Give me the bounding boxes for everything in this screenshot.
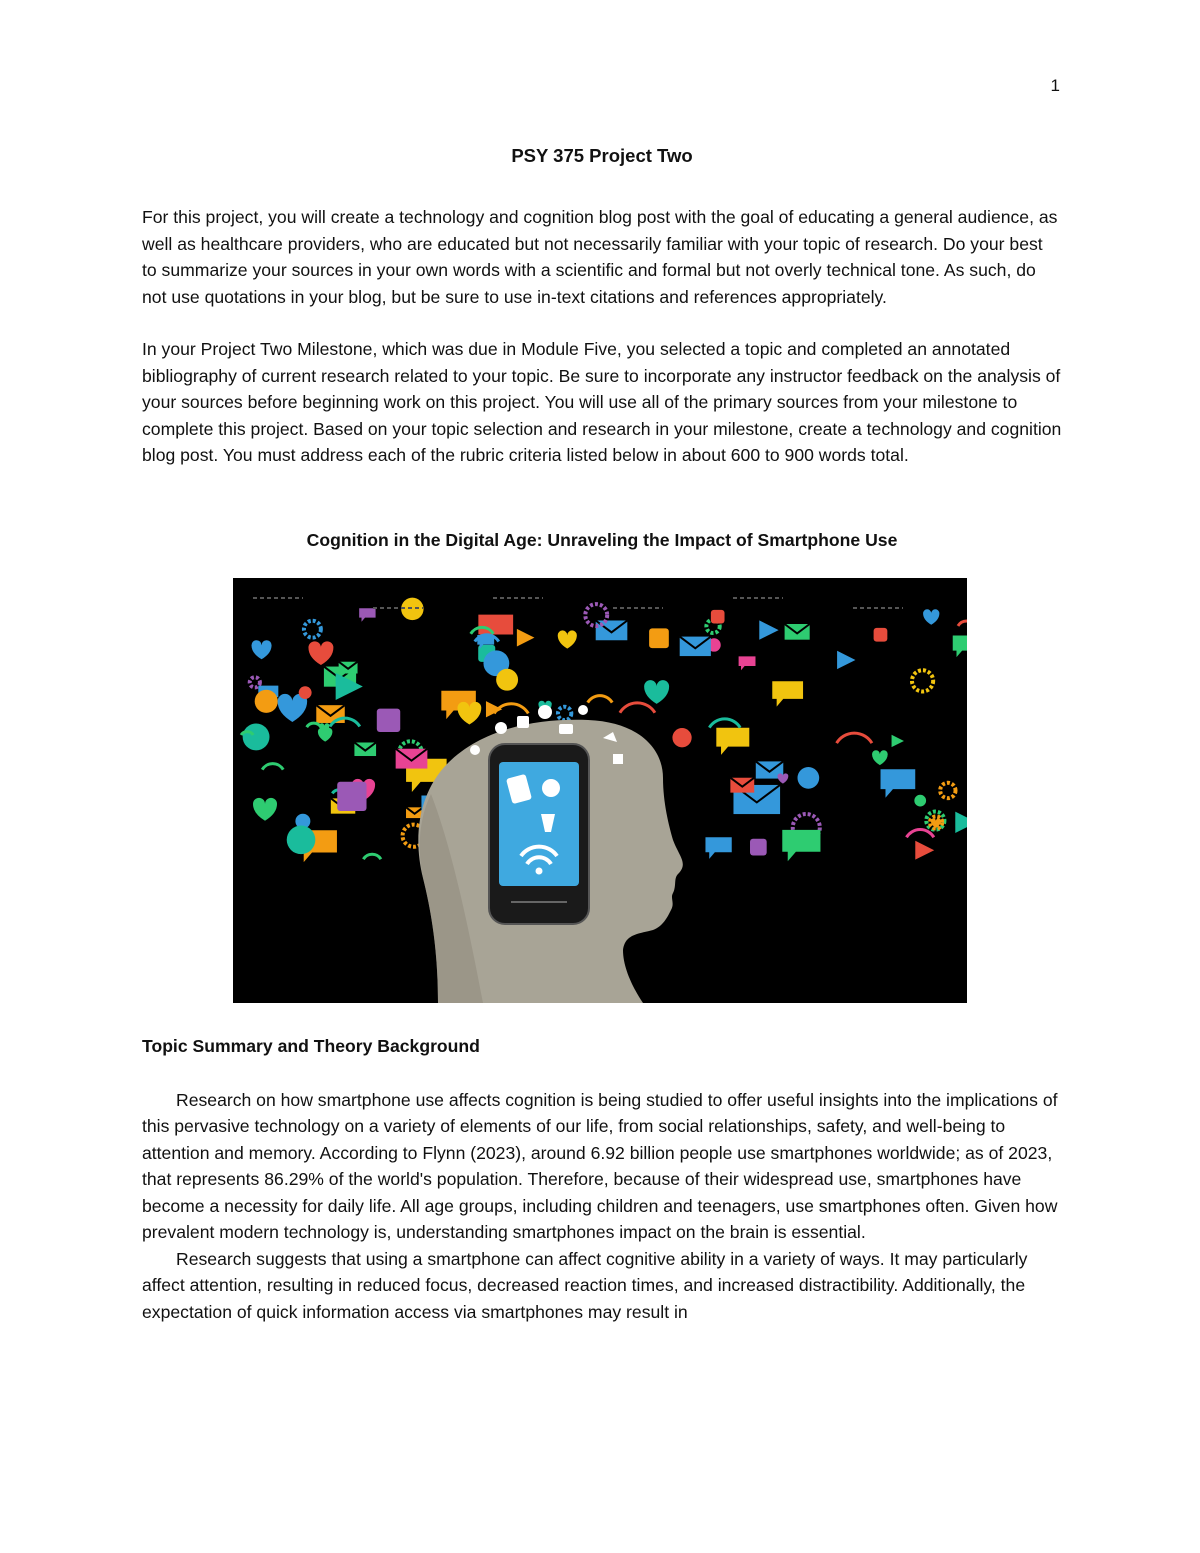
wifi-icon — [262, 763, 283, 769]
envelope-icon — [730, 777, 754, 792]
wifi-icon — [307, 723, 321, 727]
wifi-icon — [709, 718, 740, 727]
chat-bubble-icon — [772, 681, 803, 706]
envelope-icon — [680, 636, 711, 655]
play-icon — [892, 734, 904, 746]
app-icon — [874, 627, 888, 641]
wifi-icon — [620, 702, 655, 712]
blog-title: Cognition in the Digital Age: Unraveling the Impact of Smartphone Use — [306, 529, 898, 550]
play-icon — [955, 811, 967, 832]
globe-icon — [299, 686, 312, 699]
page-number: 1 — [1050, 76, 1060, 95]
globe-icon — [797, 767, 819, 789]
globe-icon — [496, 668, 518, 690]
play-icon — [759, 620, 778, 639]
gear-icon — [304, 620, 321, 637]
chat-bubble-icon — [739, 656, 756, 670]
blog-illustration — [233, 578, 967, 1003]
chat-bubble-icon — [359, 608, 375, 621]
globe-icon — [672, 728, 691, 747]
chat-bubble-icon — [881, 769, 916, 798]
chat-bubble-icon — [716, 727, 749, 754]
body-paragraph-1: Research on how smartphone use affects cognition is being studied to offer useful insights into the implications of this pervasive technology on a variety of elements of our life, from social relationships, safety, and well-being to attention and memory. According to Flynn (2023), around 6.92 billion people use smartphones worldwide; as of 2023, that represents 86.29% of the world's population. Therefore, because of their widespread use, smartphones have become a necessity for daily life. All age groups, including children and teenagers, use smartphones often. Given how prevalent modern technology is, understanding smartphones impact on the brain is essential. — [142, 1089, 1058, 1242]
heart-icon — [923, 609, 939, 624]
chat-bubble-icon — [705, 837, 731, 859]
app-icon — [649, 628, 669, 648]
app-icon — [750, 838, 767, 855]
wifi-icon — [588, 695, 613, 702]
heart-icon — [558, 630, 577, 648]
globe-icon — [287, 825, 316, 854]
intro-paragraph-1: For this project, you will create a technology and cognition blog post with the goal of educating a general audience, as well as healthcare providers, who are educated but not necessarily familiar with your topic of research. Do your best to summarize your sources in your own words with a scientific and formal but not overly technical tone. As such, do not use quotations in your blog, but be sure to use in-text citations and references appropriately. — [142, 207, 1058, 307]
envelope-icon — [396, 748, 428, 768]
globe-icon — [542, 779, 560, 797]
gear-icon — [940, 782, 955, 797]
heart-icon — [308, 641, 333, 665]
body-paragraph-2: Research suggests that using a smartphone can affect cognitive ability in a variety of ways. It may particularly affect attention, resulting in reduced focus, decreased reaction times, and increased distractibility. Additionally, the expectation of quick information access via smartphones may result in — [142, 1248, 1028, 1322]
envelope-icon — [785, 624, 810, 640]
wifi-icon — [837, 733, 872, 743]
app-icon — [711, 609, 725, 623]
gear-icon — [558, 706, 571, 719]
gear-icon — [912, 670, 933, 691]
heart-icon — [872, 750, 888, 765]
envelope-icon — [316, 705, 344, 723]
globe-icon — [243, 723, 270, 750]
app-icon — [337, 781, 366, 810]
heart-icon — [644, 680, 669, 704]
intro-paragraph-2: In your Project Two Milestone, which was due in Module Five, you selected a topic and completed an annotated bibliography of current research related to your topic. Be sure to incorporate any instructor feedback on the analysis of your sources before beginning work on this project. You will use all of the primary sources from your milestone to complete this project. Based on your topic selection and research in your milestone, create a technology and cognition blog post. You must address each of the rubric criteria listed below in about 600 to 900 words total. — [142, 339, 1062, 465]
play-icon — [517, 628, 535, 646]
globe-icon — [255, 689, 278, 712]
wifi-icon — [363, 854, 381, 859]
heart-icon — [251, 640, 271, 659]
chat-bubble-icon — [953, 635, 967, 657]
play-icon — [915, 840, 934, 859]
play-icon — [837, 650, 855, 668]
envelope-icon — [339, 661, 358, 673]
play-icon — [486, 701, 502, 717]
wifi-icon — [958, 621, 967, 626]
heart-icon — [253, 797, 277, 820]
envelope-icon — [354, 742, 376, 756]
smartphone-head-illustration — [233, 578, 967, 1003]
smartphone — [489, 744, 589, 924]
wifi-icon — [906, 829, 933, 837]
chat-bubble-icon — [782, 829, 820, 860]
app-icon — [377, 708, 400, 731]
document-title: PSY 375 Project Two — [511, 145, 693, 166]
section-heading: Topic Summary and Theory Background — [142, 1035, 480, 1056]
globe-icon — [914, 794, 926, 806]
document-content — [142, 142, 1062, 1325]
